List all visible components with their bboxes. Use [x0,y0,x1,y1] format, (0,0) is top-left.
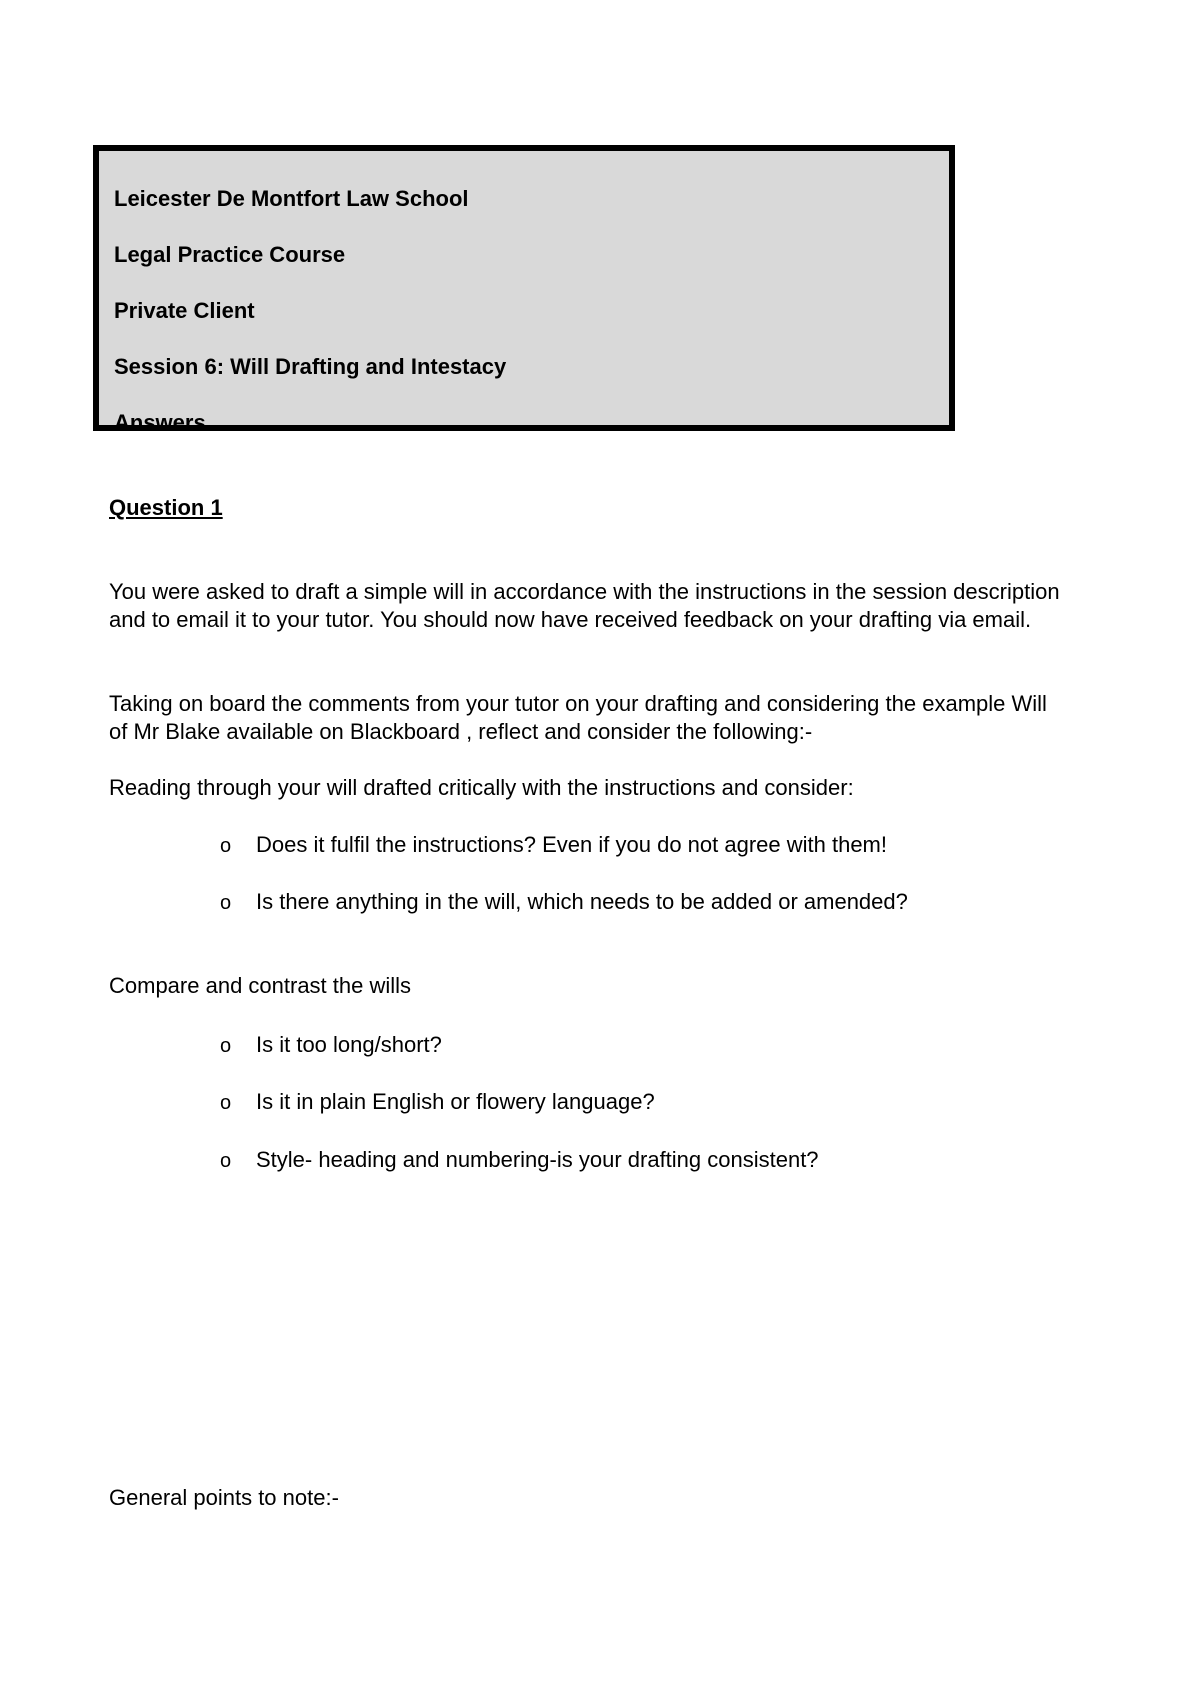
intro-paragraph: You were asked to draft a simple will in accordance with the instructions in the session description and to email it to your tutor. You should now have received feedback on your drafting via email. [109,579,1060,632]
list-item [220,1146,819,1175]
reading-paragraph: Reading through your will drafted critically with the instructions and consider: [109,775,854,800]
course-name: Legal Practice Course [114,242,346,267]
bullet-marker: o [220,1035,232,1057]
list-item [220,1031,442,1060]
bullet-marker: o [220,1092,232,1114]
list-item [220,888,908,917]
module-name: Private Client [114,298,255,323]
school-name: Leicester De Montfort Law School [114,186,469,211]
list-item-text: Style- heading and numbering-is your drafting consistent? [256,1147,819,1172]
list-item [220,831,887,860]
bullet-marker: o [220,1150,232,1172]
session-title: Session 6: Will Drafting and Intestacy [114,354,507,379]
bullet-marker: o [220,835,232,857]
document-type: Answers [114,410,206,435]
title-box [93,145,955,435]
question-heading: Question 1 [109,495,223,520]
list-item-text: Is it in plain English or flowery language? [256,1089,655,1114]
reflect-paragraph: Taking on board the comments from your tutor on your drafting and considering the example Will of Mr Blake available on Blackboard , reflect and consider the following:- [109,691,1047,744]
list-item-text: Is there anything in the will, which needs to be added or amended? [256,889,908,914]
list-item-text: Is it too long/short? [256,1032,442,1057]
list-item-text: Does it fulfil the instructions? Even if you do not agree with them! [256,832,887,857]
list-item [220,1088,655,1117]
general-points-paragraph: General points to note:- [109,1485,339,1510]
compare-paragraph: Compare and contrast the wills [109,973,412,998]
bullet-marker: o [220,892,232,914]
